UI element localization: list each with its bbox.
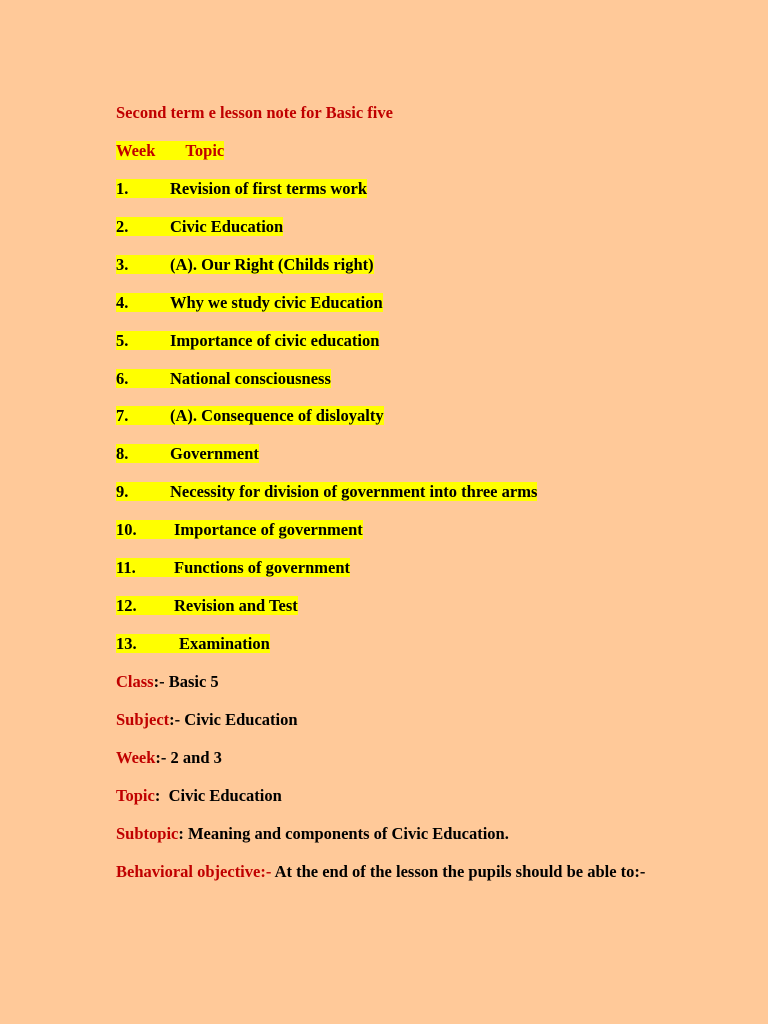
topic-title: Necessity for division of government into three arms [170,482,538,501]
topic-list-item [116,331,379,351]
topic-title: Why we study civic Education [170,293,383,312]
topic-week-number: 9. [116,482,129,501]
subject-label: Subject [116,710,170,729]
topic-week-number: 4. [116,293,129,312]
topic-title: Importance of civic education [170,331,380,350]
topic-highlight [116,179,367,198]
topic-title: Importance of government [174,520,363,539]
week-value: 2 and 3 [170,748,222,767]
topic-list-item [116,482,537,502]
class-label: Class [116,672,154,691]
topic-highlight [116,596,298,615]
topic-title: Government [170,444,259,463]
topics-header [116,141,224,161]
subtopic-label: Subtopic [116,824,179,843]
document-title: Second term e lesson note for Basic five [116,103,393,122]
subject-value: Civic Education [184,710,298,729]
topic-field [116,786,282,806]
topic-list-item [116,293,383,313]
topic-highlight [116,558,350,577]
subject-separator: :- [169,710,185,729]
topic-week-number: 8. [116,444,129,463]
topic-week-number: 13. [116,634,137,653]
week-label: Week [116,748,156,767]
topic-week-number: 7. [116,406,129,425]
topic-value: Civic Education [168,786,282,805]
topic-separator: : [154,786,169,805]
subtopic-value: Meaning and components of Civic Education. [187,824,509,843]
topic-list-item [116,179,367,199]
topic-column-header: Topic [185,141,225,160]
topic-list-item [116,520,363,540]
topic-list-item [116,634,270,654]
topic-highlight [116,520,363,539]
week-column-header: Week Topic [116,141,225,160]
objective-text: At the end of the lesson the pupils should be able to:- [274,862,646,881]
topic-list-item [116,255,374,275]
class-field [116,672,219,692]
subject-field [116,710,298,730]
topic-title: Examination [179,634,270,653]
topic-week-number: 6. [116,369,129,388]
topic-week-number: 5. [116,331,129,350]
topic-highlight [116,217,283,236]
week-field [116,748,222,768]
week-separator: :- [155,748,171,767]
topic-title: (A). Consequence of disloyalty [170,406,384,425]
topic-highlight [116,255,374,274]
topic-title: National consciousness [170,369,331,388]
behavioral-objective [116,853,651,891]
topic-week-number: 2. [116,217,129,236]
topic-title: Functions of government [174,558,350,577]
topic-highlight [116,293,383,312]
topic-week-number: 3. [116,255,129,274]
topic-title: Revision and Test [174,596,298,615]
topic-label: Topic [116,786,155,805]
topic-week-number: 12. [116,596,137,615]
topic-week-number: 10. [116,520,137,539]
topic-title: Revision of first terms work [170,179,368,198]
topic-title: (A). Our Right (Childs right) [170,255,374,274]
topic-list-item [116,406,384,426]
topic-week-number: 11. [116,558,136,577]
topic-highlight [116,444,259,463]
class-separator: :- [153,672,169,691]
topic-highlight [116,482,537,501]
class-value: Basic 5 [168,672,219,691]
topic-week-number: 1. [116,179,129,198]
subtopic-field [116,824,509,844]
topic-highlight [116,331,379,350]
topic-list-item [116,369,331,389]
topic-highlight [116,369,331,388]
topic-list-item [116,217,283,237]
topic-highlight [116,406,384,425]
topic-highlight [116,634,270,653]
objective-label: Behavioral objective:- [116,862,272,881]
subtopic-separator: : [178,824,188,843]
topic-list-item [116,444,259,464]
topic-title: Civic Education [170,217,284,236]
topic-list-item [116,596,298,616]
topic-list-item [116,558,350,578]
